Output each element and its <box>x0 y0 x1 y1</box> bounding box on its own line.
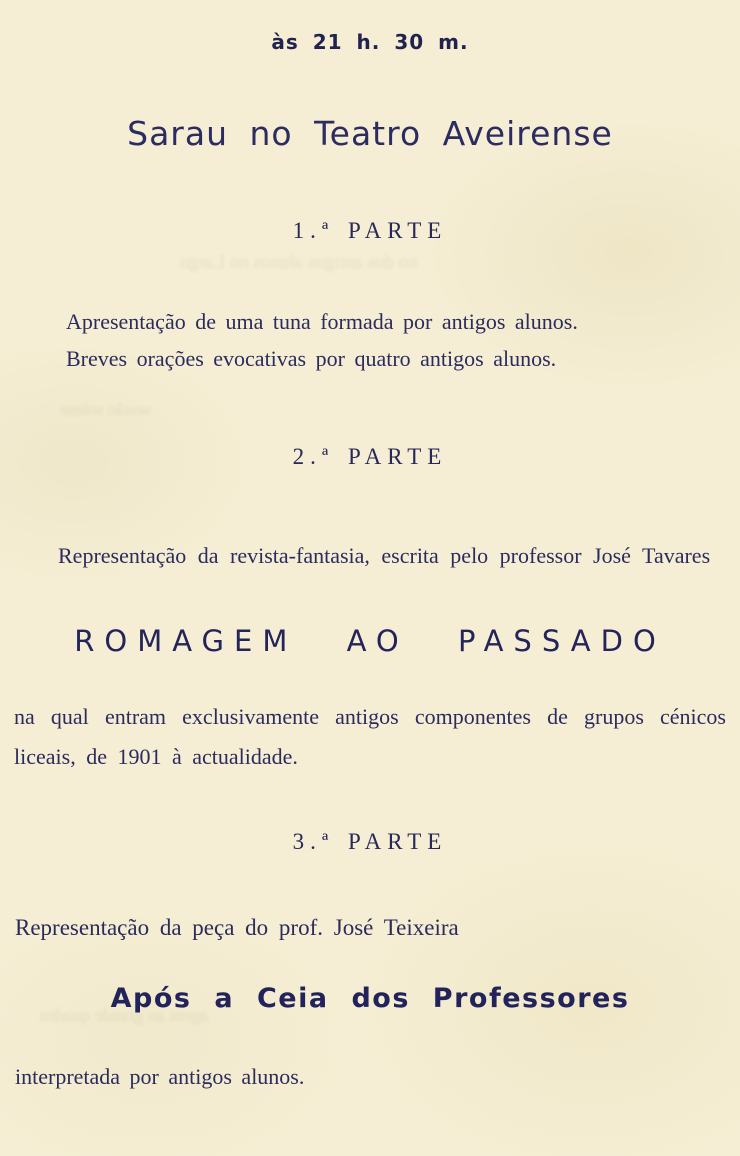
part2-note: na qual entram exclusivamente antigos componentes de grupos cénicos liceais, de 1901 à actualidade. <box>14 704 726 769</box>
part3-note: interpretada por antigos alunos. <box>15 1064 305 1089</box>
ink-bleedthrough-smudge: sessão solene <box>60 400 152 419</box>
part1-heading: 1.ª PARTE <box>292 218 448 243</box>
page-title: Sarau no Teatro Aveirense <box>127 114 613 153</box>
part3-play-title: Após a Ceia dos Professores <box>110 983 630 1014</box>
part2-play-title: ROMAGEM AO PASSADO <box>74 624 666 658</box>
ink-bleedthrough-smudge: no dos antigos alunos no Largo <box>180 252 418 273</box>
part2-description: Representação da revista-fantasia, escrita pelo professor José Tavares <box>58 543 711 568</box>
part1-line2: Breves orações evocativas por quatro antigos alunos. <box>66 346 557 371</box>
part1-description <box>66 303 680 377</box>
part3-description: Representação da peça do prof. José Teixeira <box>15 915 459 940</box>
part3-heading: 3.ª PARTE <box>292 829 448 854</box>
ink-bleedthrough-smudge: agem ao grande quadro <box>40 1005 209 1025</box>
part2-heading: 2.ª PARTE <box>292 444 448 469</box>
event-time: às 21 h. 30 m. <box>271 30 469 54</box>
part1-line1: Apresentação de uma tuna formada por antigos alunos. <box>66 309 578 334</box>
